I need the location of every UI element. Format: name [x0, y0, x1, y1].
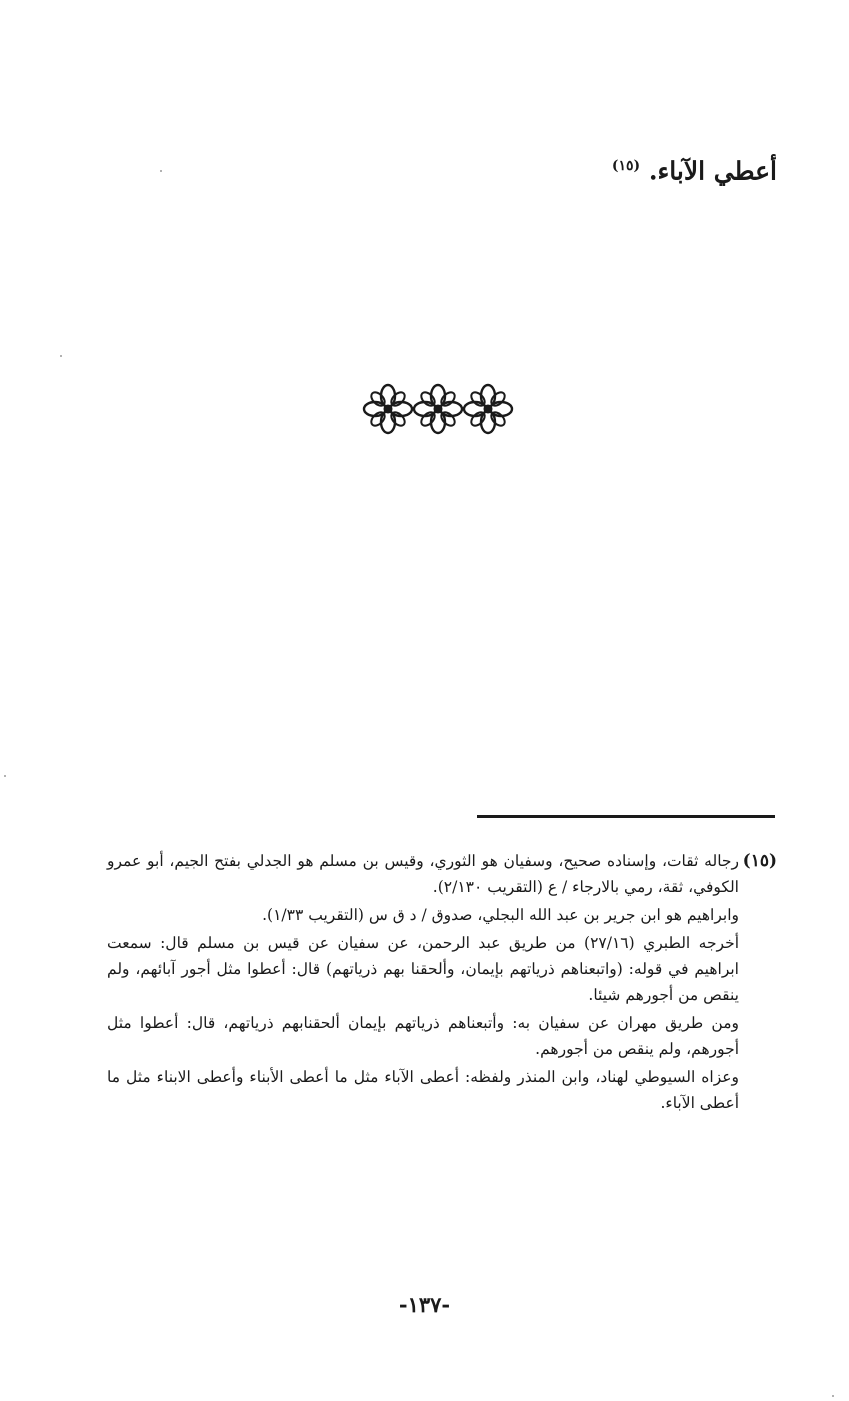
- floral-ornament-icon: [360, 378, 516, 440]
- footnote-paragraph: ومن طريق مهران عن سفيان به: وأتبعناهم ذرياتهم بإيمان ألحقنابهم ذرياتهم، قال: أعطوا مثل أجورهم، ولم ينقص من أجورهم.: [107, 1014, 739, 1058]
- footnote-number: (١٥): [742, 851, 777, 871]
- main-text-line: [77, 146, 777, 191]
- scan-speck: [60, 355, 62, 357]
- footnote-paragraph: أخرجه الطبري (٢٧/١٦) من طريق عبد الرحمن، عن سفيان عن قيس بن مسلم قال: سمعت ابراهيم في قوله: (واتبعناهم ذرياتهم بإيمان، وألحقنا بهم ذرياتهم) قال: أعطوا مثل أجور آبائهم، ولم ينقص من أجورهم شيئا.: [107, 934, 739, 1004]
- footnotes-section: [107, 848, 777, 1118]
- page-number: -١٣٧-: [398, 1292, 451, 1317]
- footnote-paragraph: وابراهيم هو ابن جرير بن عبد الله البجلي، صدوق / د ق س (التقريب ١/٣٣).: [262, 906, 739, 924]
- footnote-paragraph: وعزاه السيوطي لهناد، وابن المنذر ولفظه: أعطى الآباء مثل ما أعطى الأبناء وأعطى الابناء مثل ما أعطى الآباء.: [107, 1068, 739, 1112]
- footnote-item: [107, 848, 777, 1116]
- footnote-paragraph: رجاله ثقات، وإسناده صحيح، وسفيان هو الثوري، وقيس بن مسلم هو الجدلي بفتح الجيم، أبو عمرو الكوفي، ثقة، رمي بالارجاء / ع (التقريب ٢/١٣٠).: [107, 852, 739, 896]
- scan-speck: [160, 170, 162, 172]
- main-text-content: أعطي الآباء.: [648, 156, 777, 186]
- footnote-reference[interactable]: (١٥): [611, 158, 641, 174]
- footnote-divider: [477, 815, 775, 818]
- scan-speck: [832, 1395, 834, 1397]
- scan-speck: [4, 775, 6, 777]
